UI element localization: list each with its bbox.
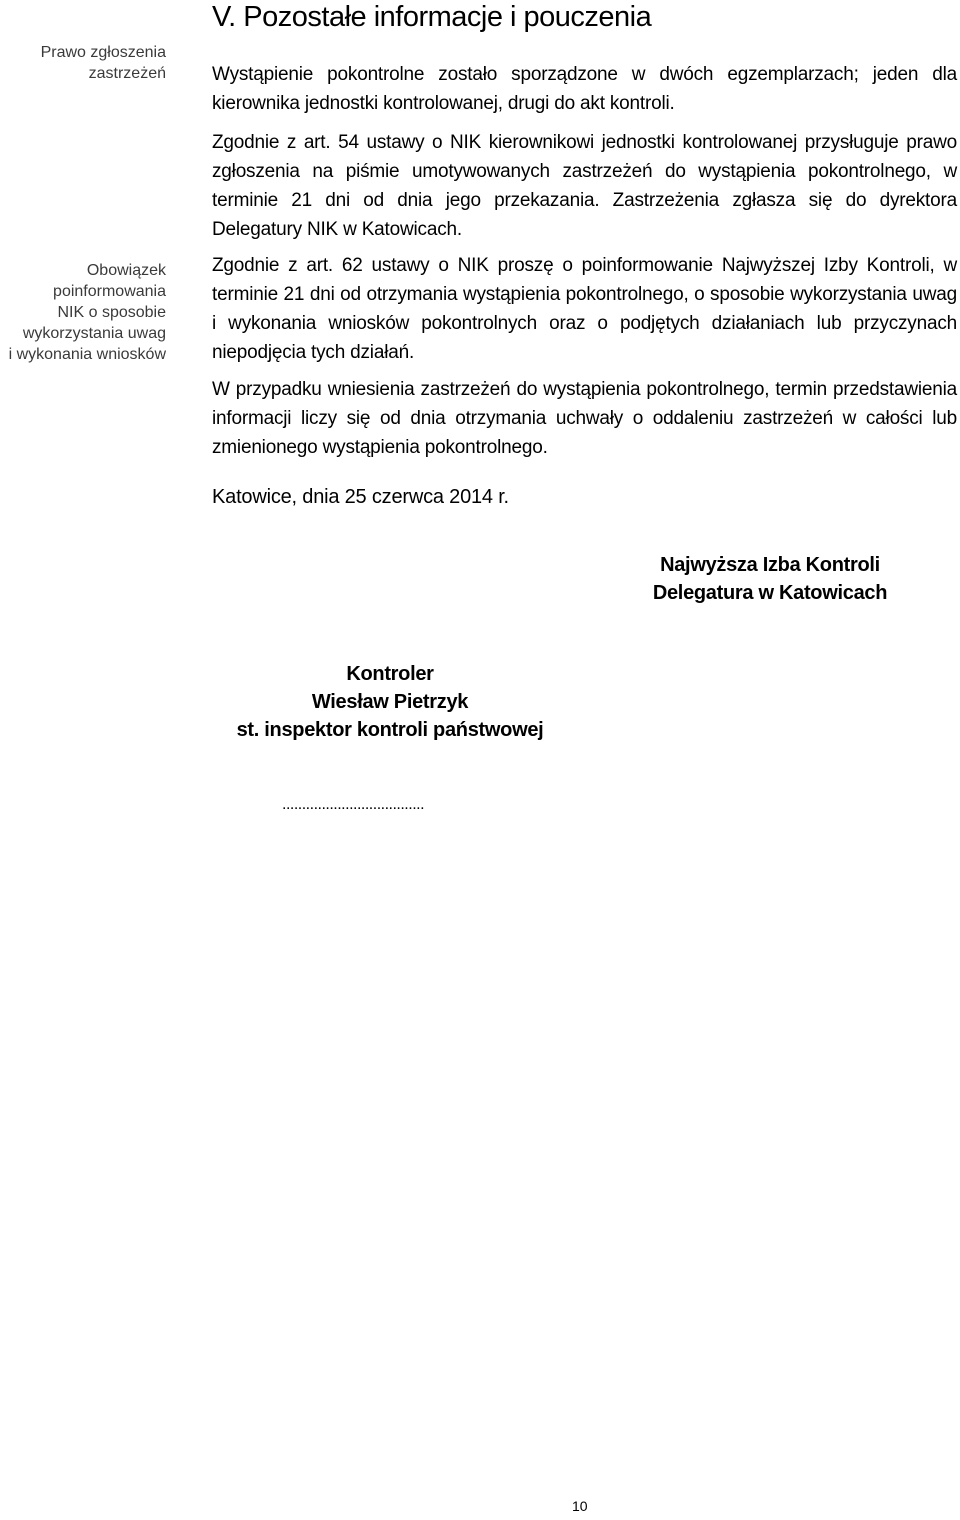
page-number: 10 <box>572 1498 588 1514</box>
institution-block <box>600 551 940 607</box>
section-heading: V. Pozostałe informacje i pouczenia <box>212 1 652 33</box>
paragraph-objections-deadline: W przypadku wniesienia zastrzeżeń do wystąpienia pokontrolnego, termin przedstawienia informacji liczy się od dnia otrzymania uchwały o oddaleniu zastrzeżeń w całości lub zmienionego wystąpienia pokontrolnego. <box>212 379 957 458</box>
margin-note-line: wykorzystania uwag <box>22 325 166 342</box>
paragraph-art-62: Zgodnie z art. 62 ustawy o NIK proszę o poinformowanie Najwyższej Izby Kontroli, w terminie 21 dni od otrzymania wystąpienia pokontrolnego, o sposobie wykorzystania uwag i wykonania wniosków pokontrolnych oraz o podjętych działaniach lub przyczynach niepodjęcia tych działań. <box>212 255 957 363</box>
paragraph-art-54: Zgodnie z art. 54 ustawy o NIK kierownikowi jednostki kontrolowanej przysługuje prawo zgłoszenia na piśmie umotywowanych zastrzeżeń do wystąpienia pokontrolnego, w terminie 21 dni od dnia jego przekazania. Zastrzeżenia zgłasza się do dyrektora Delegatury NIK w Katowicach. <box>212 132 957 240</box>
signatory-role: Kontroler <box>346 663 434 685</box>
signatory-title: st. inspektor kontroli państwowej <box>236 719 544 741</box>
margin-note-line: zastrzeżeń <box>88 65 166 82</box>
paragraph-copies: Wystąpienie pokontrolne zostało sporządzone w dwóch egzemplarzach; jeden dla kierownika jednostki kontrolowanej, drugi do akt kontroli. <box>212 64 957 114</box>
signatory-block <box>200 660 580 744</box>
signature-line: .................................... <box>282 796 425 813</box>
margin-note-right-to-objection <box>0 42 166 84</box>
margin-note-line: poinformowania <box>53 283 166 300</box>
signatory-name: Wiesław Pietrzyk <box>311 691 469 713</box>
margin-note-line: i wykonania wniosków <box>8 346 166 363</box>
margin-note-line: Obowiązek <box>86 262 166 279</box>
institution-name: Najwyższa Izba Kontroli <box>660 554 880 576</box>
margin-note-line: NIK o sposobie <box>57 304 166 321</box>
margin-note-obligation-to-inform <box>0 260 166 365</box>
date-place-line: Katowice, dnia 25 czerwca 2014 r. <box>212 486 509 508</box>
margin-note-line: Prawo zgłoszenia <box>40 44 166 61</box>
delegation-name: Delegatura w Katowicach <box>652 582 888 604</box>
